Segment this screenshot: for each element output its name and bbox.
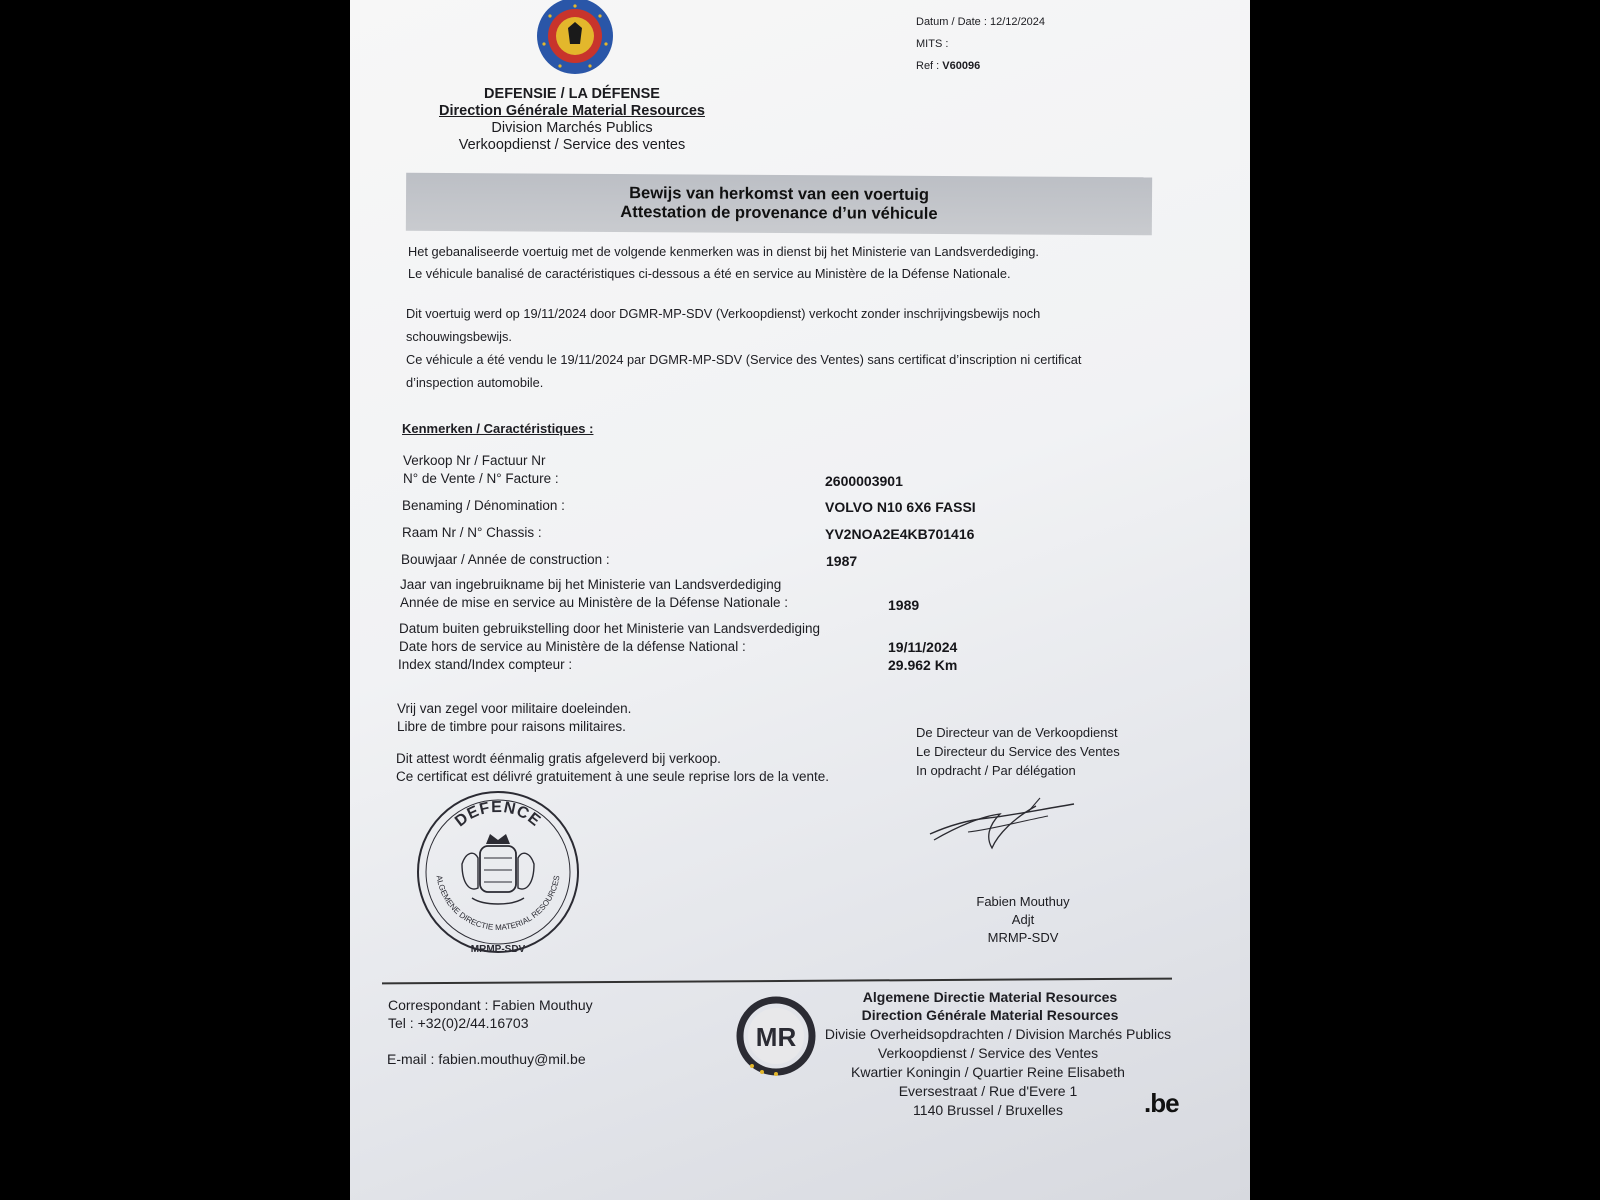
odometer-value: 29.962 Km — [888, 657, 958, 673]
signatory-title-fr: Le Directeur du Service des Ventes — [916, 744, 1120, 759]
service-end-label-fr: Date hors de service au Ministère de la défense National : — [399, 639, 746, 654]
signatory-name: Fabien Mouthuy — [976, 894, 1070, 909]
signature-icon — [928, 796, 1078, 856]
document-page — [350, 0, 1250, 1200]
sale-nl: Dit voertuig werd op 19/11/2024 door DGMR-MP-SDV (Verkoopdienst) verkocht zonder inschrijvingsbewijs noch schouwingsbewijs. — [406, 306, 1041, 344]
free-note-fr: Ce certificat est délivré gratuitement à une seule reprise lors de la vente. — [396, 769, 829, 784]
seal-top-text: DEFENCE — [452, 798, 544, 831]
defence-seal-icon — [414, 788, 582, 958]
stamp-note-fr: Libre de timbre pour raisons militaires. — [397, 719, 626, 734]
name-value: VOLVO N10 6X6 FASSI — [825, 499, 976, 515]
service-end-label-nl: Datum buiten gebruikstelling door het Ministerie van Landsverdediging — [399, 621, 820, 636]
address-line-2: Direction Générale Material Resources — [861, 1007, 1119, 1023]
seal-ring-text: ALGEMENE DIRECTIE MATERIAL RESOURCES — [434, 874, 562, 933]
seal-bottom-text: MRMP-SDV — [470, 944, 526, 955]
ref-line — [916, 58, 980, 75]
chassis-value: YV2NOA2E4KB701416 — [825, 526, 975, 542]
org-line-3: Division Marchés Publics — [491, 120, 653, 136]
org-line-4: Verkoopdienst / Service des ventes — [458, 137, 686, 153]
service-start-label-fr: Année de mise en service au Ministère de la Défense Nationale : — [400, 595, 788, 610]
characteristics-heading: Kenmerken / Caractéristiques : — [402, 421, 594, 436]
service-start-value: 1989 — [888, 597, 920, 613]
stamp-note-nl: Vrij van zegel voor militaire doeleinden. — [397, 701, 632, 716]
address-line-6: Eversestraat / Rue d'Evere 1 — [898, 1083, 1078, 1099]
footer-divider — [382, 978, 1172, 985]
org-line-1: DEFENSIE / LA DÉFENSE — [484, 86, 660, 102]
intro-fr: Le véhicule banalisé de caractéristiques ci-dessous a été en service au Ministère de la Défense Nationale. — [408, 266, 1011, 281]
be-logo: .be — [1144, 1088, 1179, 1118]
mits-label: MITS : — [916, 38, 949, 50]
signatory-title-nl: De Directeur van de Verkoopdienst — [916, 725, 1118, 740]
name-label: Benaming / Dénomination : — [402, 498, 565, 513]
signatory-delegation: In opdracht / Par délégation — [916, 763, 1076, 778]
title-fr: Attestation de provenance d’un véhicule — [620, 203, 938, 223]
address-line-7: 1140 Brussel / Bruxelles — [913, 1102, 1063, 1118]
ref-value: V60096 — [942, 60, 981, 72]
address-line-3: Divisie Overheidsopdrachten / Division Marchés Publics — [824, 1026, 1172, 1042]
sale-nr-value: 2600003901 — [825, 473, 903, 489]
odometer-label: Index stand/Index compteur : — [398, 657, 573, 672]
address-line-4: Verkoopdienst / Service des Ventes — [877, 1045, 1099, 1061]
intro-nl: Het gebanaliseerde voertuig met de volgende kenmerken was in dienst bij het Ministerie van Landsverdediging. — [408, 244, 1039, 259]
year-value: 1987 — [826, 553, 858, 569]
correspondent: Correspondant : Fabien Mouthuy — [388, 997, 593, 1013]
signatory-unit: MRMP-SDV — [987, 930, 1059, 945]
organization-block — [422, 86, 722, 154]
sale-fr: Ce véhicule a été vendu le 19/11/2024 par DGMR-MP-SDV (Service des Ventes) sans certificat d’inscription ni certificat d’inspection automobile. — [406, 352, 1082, 390]
mr-logo-icon — [736, 996, 816, 1078]
year-label: Bouwjaar / Année de construction : — [401, 552, 610, 567]
org-line-2: Direction Générale Material Resources — [439, 103, 705, 119]
date-value: 12/12/2024 — [989, 16, 1046, 28]
address-line-1: Algemene Directie Material Resources — [862, 989, 1118, 1005]
address-line-5: Kwartier Koningin / Quartier Reine Elisabeth — [851, 1064, 1125, 1080]
correspondent-tel: Tel : +32(0)2/44.16703 — [388, 1015, 529, 1031]
sale-nr-label-fr: N° de Vente / N° Facture : — [403, 471, 559, 486]
service-end-value: 19/11/2024 — [888, 639, 958, 655]
free-note-nl: Dit attest wordt éénmalig gratis afgeleverd bij verkoop. — [396, 751, 721, 766]
defence-crest-icon — [530, 0, 620, 76]
ref-label: Ref : — [916, 60, 940, 72]
chassis-label: Raam Nr / N° Chassis : — [402, 525, 542, 540]
sale-nr-label-nl: Verkoop Nr / Factuur Nr — [403, 453, 546, 468]
date-label: Datum / Date : — [916, 16, 987, 28]
title-nl: Bewijs van herkomst van een voertuig — [629, 184, 930, 204]
date-line — [916, 14, 1045, 31]
correspondent-email[interactable]: E-mail : fabien.mouthuy@mil.be — [387, 1051, 586, 1067]
service-start-label-nl: Jaar van ingebruikname bij het Ministerie van Landsverdediging — [400, 577, 782, 592]
signatory-rank: Adjt — [1011, 912, 1035, 927]
mr-logo-text: MR — [755, 1022, 797, 1052]
title-bar — [406, 173, 1152, 236]
